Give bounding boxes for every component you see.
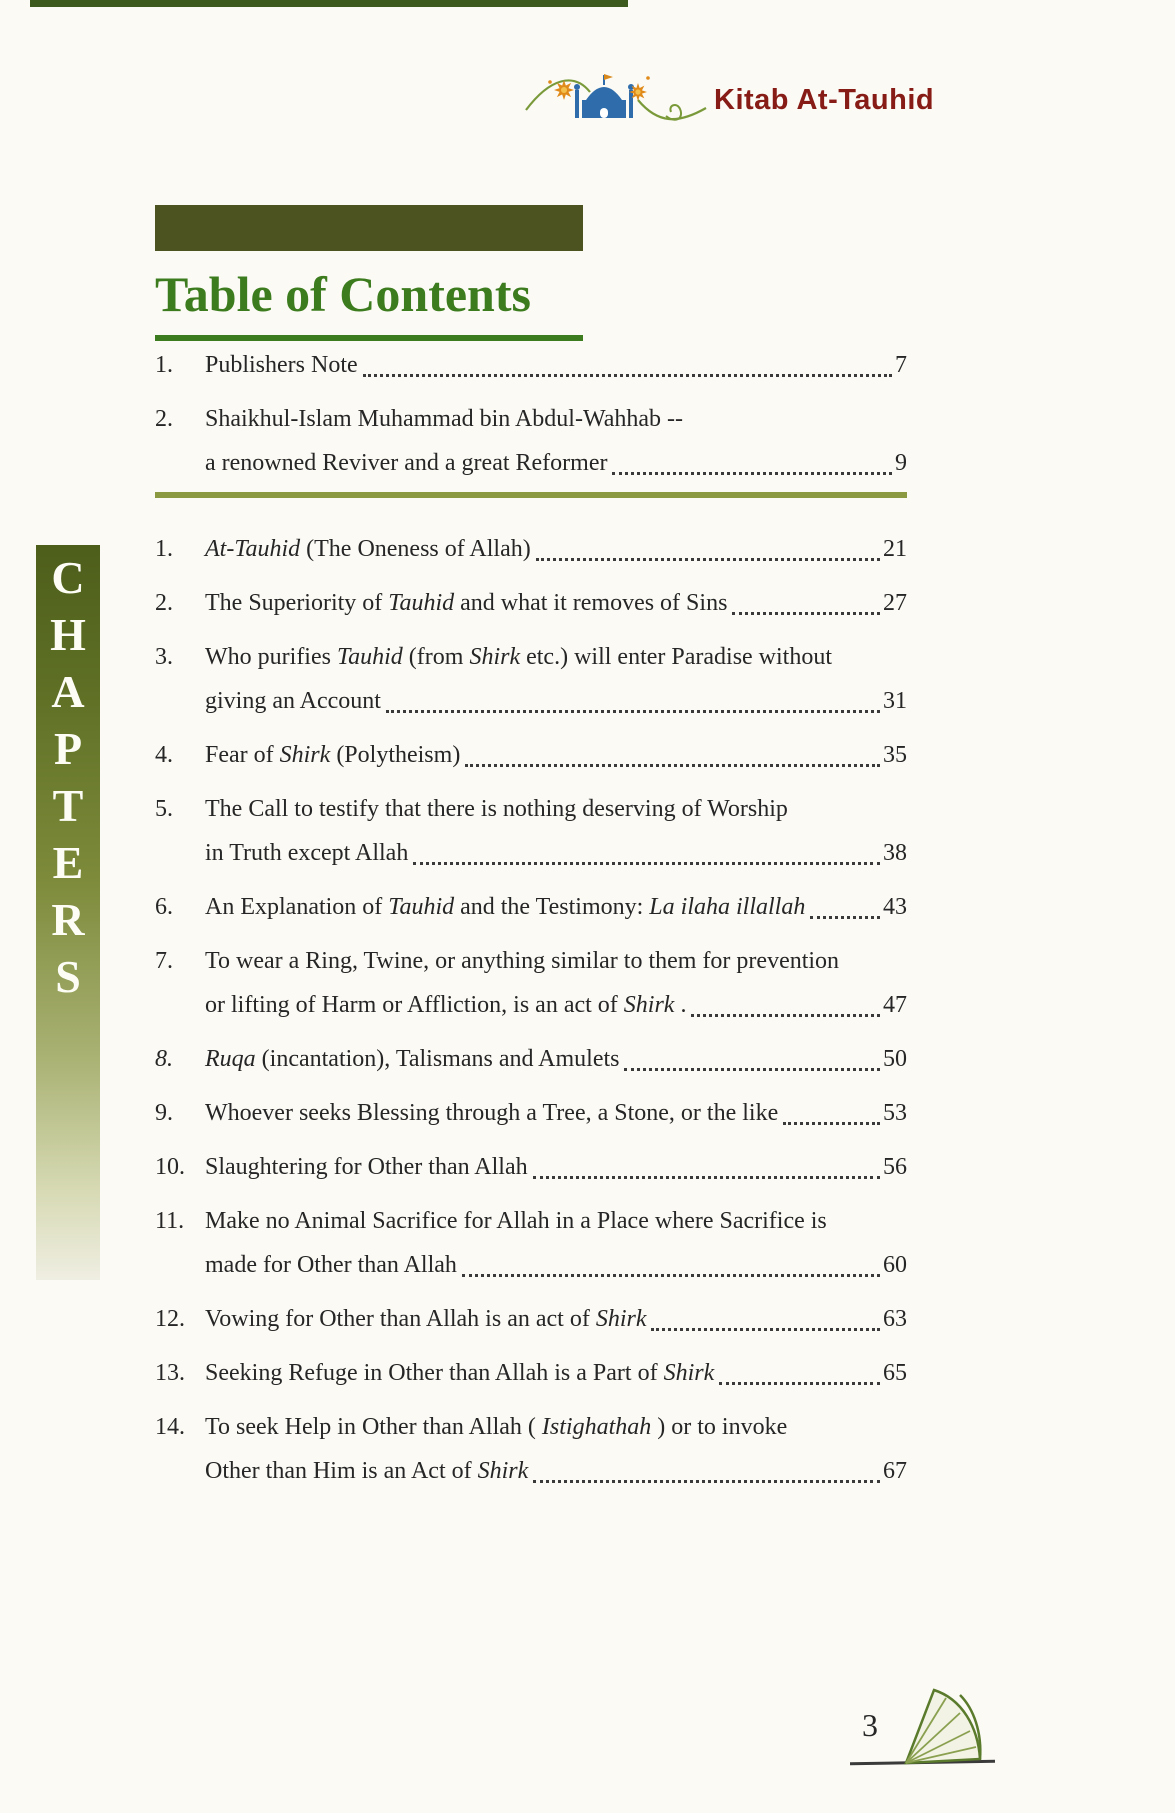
toc-page-number: 60 bbox=[883, 1252, 907, 1278]
dot-leader bbox=[533, 1176, 880, 1179]
dot-leader bbox=[386, 710, 880, 713]
toc-entry-number: 2. bbox=[155, 590, 173, 616]
sidebar-letter: A bbox=[51, 666, 85, 717]
page-footer bbox=[850, 1685, 1010, 1780]
toc-page-number: 9 bbox=[895, 450, 907, 476]
dot-leader bbox=[363, 374, 892, 377]
dot-leader bbox=[462, 1274, 880, 1277]
toc-entry-number: 1. bbox=[155, 536, 173, 562]
toc-entry-number: 12. bbox=[155, 1306, 185, 1332]
dot-leader bbox=[810, 916, 880, 919]
toc-entry-text: To seek Help in Other than Allah ( Istighathah ) or to invoke Other than Him is an Act of Shirk 67 bbox=[205, 1405, 907, 1493]
page-title: Table of Contents bbox=[155, 265, 583, 341]
sidebar-letter: P bbox=[53, 723, 83, 774]
dot-leader bbox=[732, 612, 880, 615]
toc-entry-number: 1. bbox=[155, 352, 173, 378]
toc-entry-text: Publishers Note 7 bbox=[205, 343, 907, 387]
toc-entry-text: Shaikhul-Islam Muhammad bin Abdul-Wahhab -- a renowned Reviver and a great Reformer 9 bbox=[205, 397, 907, 485]
front-matter-list bbox=[155, 343, 907, 495]
dot-leader bbox=[783, 1122, 880, 1125]
toc-entry-number: 6. bbox=[155, 894, 173, 920]
toc-page-number: 7 bbox=[895, 352, 907, 378]
chapters-list bbox=[155, 527, 907, 1503]
toc-entry bbox=[155, 1297, 907, 1341]
toc-entry bbox=[155, 1145, 907, 1189]
sidebar-letter: S bbox=[55, 951, 81, 1002]
chapters-sidebar bbox=[36, 545, 100, 1280]
toc-entry bbox=[155, 885, 907, 929]
toc-entry bbox=[155, 1199, 907, 1287]
toc-page-number: 21 bbox=[883, 536, 907, 562]
toc-page-number: 50 bbox=[883, 1046, 907, 1072]
sidebar-letter: T bbox=[52, 780, 84, 831]
section-divider bbox=[155, 492, 907, 498]
sidebar-letter: H bbox=[50, 609, 86, 660]
toc-entry-text: Ruqa (incantation), Talismans and Amulets 50 bbox=[205, 1037, 907, 1081]
toc-page-number: 43 bbox=[883, 894, 907, 920]
toc-entry-text: At-Tauhid (The Oneness of Allah) 21 bbox=[205, 527, 907, 571]
toc-entry bbox=[155, 527, 907, 571]
toc-entry-number: 7. bbox=[155, 948, 173, 974]
title-block bbox=[155, 205, 583, 341]
toc-page-number: 67 bbox=[883, 1458, 907, 1484]
dot-leader bbox=[624, 1068, 880, 1071]
toc-entry-number: 5. bbox=[155, 796, 173, 822]
toc-entry-number: 10. bbox=[155, 1154, 185, 1180]
toc-page-number: 35 bbox=[883, 742, 907, 768]
dot-leader bbox=[612, 472, 892, 475]
toc-entry-number: 8. bbox=[155, 1046, 173, 1072]
toc-entry-text: Fear of Shirk (Polytheism) 35 bbox=[205, 733, 907, 777]
toc-entry bbox=[155, 733, 907, 777]
toc-entry-number: 14. bbox=[155, 1414, 185, 1440]
toc-entry-text: Vowing for Other than Allah is an act of Shirk 63 bbox=[205, 1297, 907, 1341]
toc-entry bbox=[155, 1351, 907, 1395]
toc-entry bbox=[155, 1091, 907, 1135]
toc-entry-text: To wear a Ring, Twine, or anything similar to them for prevention or lifting of Harm or Affliction, is an act of Shirk . 47 bbox=[205, 939, 907, 1027]
sidebar-letter: C bbox=[51, 552, 85, 603]
toc-entry-number: 2. bbox=[155, 406, 173, 432]
toc-page-number: 38 bbox=[883, 840, 907, 866]
dot-leader bbox=[533, 1480, 880, 1483]
sidebar-letter: R bbox=[51, 894, 85, 945]
toc-page-number: 63 bbox=[883, 1306, 907, 1332]
toc-page-number: 31 bbox=[883, 688, 907, 714]
toc-entry-text: The Call to testify that there is nothing deserving of Worship in Truth except Allah 38 bbox=[205, 787, 907, 875]
dot-leader bbox=[719, 1382, 880, 1385]
brand-title: Kitab At-Tauhid bbox=[714, 84, 935, 116]
book-pages-icon bbox=[896, 1685, 988, 1769]
toc-page-number: 27 bbox=[883, 590, 907, 616]
title-top-bar bbox=[155, 205, 583, 251]
toc-entry bbox=[155, 1405, 907, 1493]
toc-entry-text: Slaughtering for Other than Allah 56 bbox=[205, 1145, 907, 1189]
mosque-logo-icon bbox=[520, 66, 710, 130]
dot-leader bbox=[465, 764, 880, 767]
toc-entry-number: 11. bbox=[155, 1208, 185, 1234]
toc-entry bbox=[155, 939, 907, 1027]
page-number: 3 bbox=[862, 1707, 878, 1743]
toc-entry-text: An Explanation of Tauhid and the Testimony: La ilaha illallah 43 bbox=[205, 885, 907, 929]
toc-page-number: 47 bbox=[883, 992, 907, 1018]
toc-entry-number: 13. bbox=[155, 1360, 185, 1386]
toc-page-number: 53 bbox=[883, 1100, 907, 1126]
toc-entry bbox=[155, 635, 907, 723]
toc-page-number: 56 bbox=[883, 1154, 907, 1180]
toc-entry bbox=[155, 343, 907, 387]
toc-entry-text: Seeking Refuge in Other than Allah is a Part of Shirk 65 bbox=[205, 1351, 907, 1395]
toc-entry-text: The Superiority of Tauhid and what it removes of Sins 27 bbox=[205, 581, 907, 625]
dot-leader bbox=[691, 1014, 880, 1017]
dot-leader bbox=[536, 558, 880, 561]
brand-header bbox=[520, 66, 934, 130]
top-edge-strip bbox=[30, 0, 628, 7]
toc-entry bbox=[155, 581, 907, 625]
toc-entry-number: 4. bbox=[155, 742, 173, 768]
toc-entry-number: 3. bbox=[155, 644, 173, 670]
dot-leader bbox=[413, 862, 880, 865]
toc-page-number: 65 bbox=[883, 1360, 907, 1386]
sidebar-letter: E bbox=[52, 837, 84, 888]
dot-leader bbox=[651, 1328, 880, 1331]
toc-entry-text: Make no Animal Sacrifice for Allah in a Place where Sacrifice is made for Other than Allah 60 bbox=[205, 1199, 907, 1287]
toc-entry bbox=[155, 397, 907, 485]
toc-entry bbox=[155, 1037, 907, 1081]
toc-entry bbox=[155, 787, 907, 875]
toc-entry-number: 9. bbox=[155, 1100, 173, 1126]
toc-entry-text: Whoever seeks Blessing through a Tree, a Stone, or the like 53 bbox=[205, 1091, 907, 1135]
toc-entry-text: Who purifies Tauhid (from Shirk etc.) will enter Paradise without giving an Account 31 bbox=[205, 635, 907, 723]
